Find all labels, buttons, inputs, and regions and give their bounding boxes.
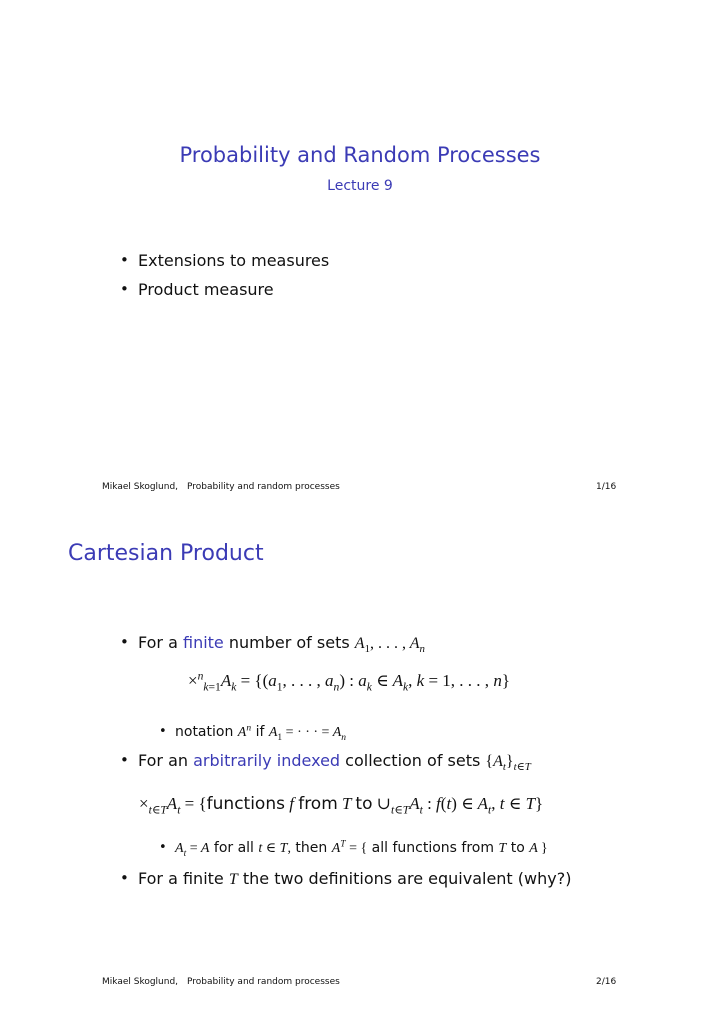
slide-subtitle: Lecture 9 [327,178,393,194]
frame-title: Cartesian Product [68,541,264,566]
footer-course: Probability and random processes [187,977,340,987]
footer-course: Probability and random processes [187,482,340,492]
page-number: 1/16 [596,482,617,492]
footer-author: Mikael Skoglund, [102,482,179,492]
equation-arbitrary-product: $\times_{t\in T}A_t$ = {functions f from T to $\cup_{t\in T}A_t$ : f(t) ∈ $A_t$, t ∈ T} [139,794,544,817]
bullet-item: • Extensions to measures [138,251,329,270]
bullet-equivalence: • For a finite T the two definitions are equivalent (why?) [138,869,571,889]
slide-title: Probability and Random Processes [179,143,541,167]
subbullet-all-functions: • $A_t = A$ for all t ∈ T, then $A^T$ = { all functions from T to A } [175,840,548,857]
bullet-arbitrary: • For an arbitrarily indexed collection of sets $\{A_t\}_{t\in T}$ [138,751,531,771]
footer-author: Mikael Skoglund, [102,977,179,987]
highlight-arbitrarily-indexed: arbitrarily indexed [193,751,341,770]
subbullet-notation: • notation $A^n$ if $A_1$ = · · · = $A_n$ [175,724,346,741]
highlight-finite: finite [182,633,224,652]
page-number: 2/16 [596,977,617,987]
bullet-item: • Product measure [138,280,274,299]
math-sets: $A_1$, . . . , $A_n$ [354,635,425,656]
bullet-finite: • For a finite number of sets $A_1$, . . . , $A_n$ [138,633,425,653]
equation-finite-product: $\times^n_{k=1}A_k = \{(a_1$, . . . , $a_n$) : $a_k$ ∈ $A_k$, k = 1, . . . , n} [188,669,510,694]
